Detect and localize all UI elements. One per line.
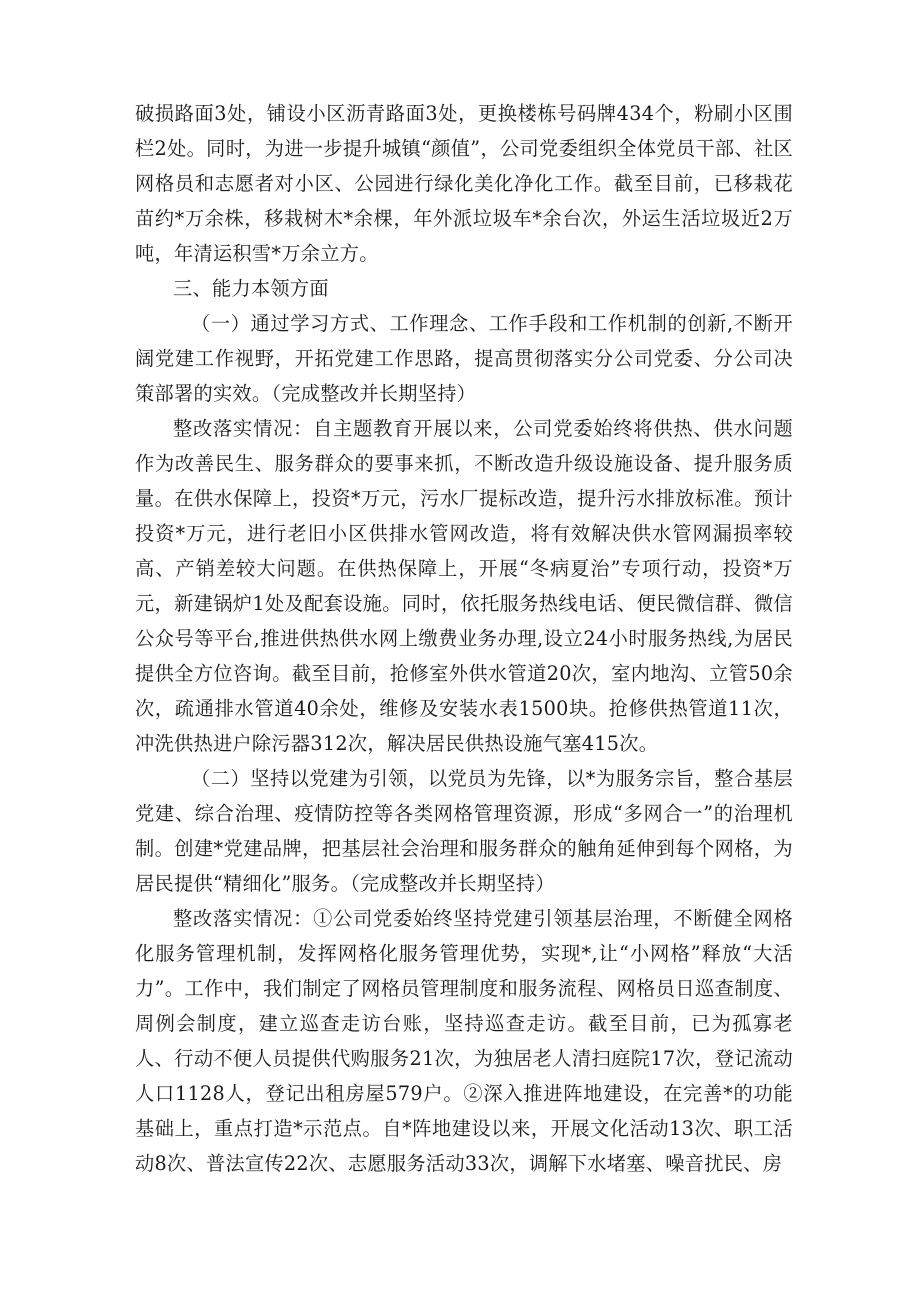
paragraph-continuation: 破损路面3处，铺设小区沥青路面3处，更换楼栋号码牌434个，粉刷小区围栏2处。同时，为进一步提升城镇“颜值”，公司党委组织全体党员干部、社区网格员和志愿者对小区、公园进行绿化美化净化工作。截至目前，已移栽花苗约*万余株，移栽树木*余棵，年外派垃圾车*余台次，外运生活垃圾近2万吨，年清运积雪*万余立方。: [135, 102, 793, 265]
section-heading-capability: 三、能力本领方面: [173, 277, 329, 300]
subsection-heading-1: （一）通过学习方式、工作理念、工作手段和工作机制的创新,不断开阔党建工作视野，开拓党建工作思路，提高贯彻落实分公司党委、分公司决策部署的实效。（完成整改并长期坚持）: [135, 312, 793, 405]
document-body: [135, 96, 793, 1181]
rectification-status-1: 整改落实情况：自主题教育开展以来，公司党委始终将供热、供水问题作为改善民生、服务群众的要事来抓，不断改造升级设施设备、提升服务质量。在供水保障上，投资*万元，污水厂提标改造，提升污水排放标准。预计投资*万元，进行老旧小区供排水管网改造，将有效解决供水管网漏损率较高、产销差较大问题。在供热保障上，开展“冬病夏治”专项行动，投资*万元，新建锅炉1处及配套设施。同时，依托服务热线电话、便民微信群、微信公众号等平台,推进供热供水网上缴费业务办理,设立24小时服务热线,为居民提供全方位咨询。截至目前，抢修室外供水管道20次，室内地沟、立管50余次，疏通排水管道40余处，维修及安装水表1500块。抢修供热管道11次，冲洗供热进户除污器312次，解决居民供热设施气塞415次。: [135, 417, 793, 755]
subsection-heading-2: （二）坚持以党建为引领，以党员为先锋，以*为服务宗旨，整合基层党建、综合治理、疫情防控等各类网格管理资源，形成“多网合一”的治理机制。创建*党建品牌，把基层社会治理和服务群众的触角延伸到每个网格，为居民提供“精细化”服务。（完成整改并长期坚持）: [135, 767, 793, 895]
rectification-status-2: 整改落实情况：①公司党委始终坚持党建引领基层治理，不断健全网格化服务管理机制，发挥网格化服务管理优势，实现*,让“小网格”释放“大活力”。工作中，我们制定了网格员管理制度和服务流程、网格员日巡查制度、周例会制度，建立巡查走访台账，坚持巡查走访。截至目前，已为孤寡老人、行动不便人员提供代购服务21次，为独居老人清扫庭院17次，登记流动人口1128人，登记出租房屋579户。②深入推进阵地建设，在完善*的功能基础上，重点打造*示范点。自*阵地建设以来，开展文化活动13次、职工活动8次、普法宣传22次、志愿服务活动33次，调解下水堵塞、噪音扰民、房: [135, 907, 793, 1175]
